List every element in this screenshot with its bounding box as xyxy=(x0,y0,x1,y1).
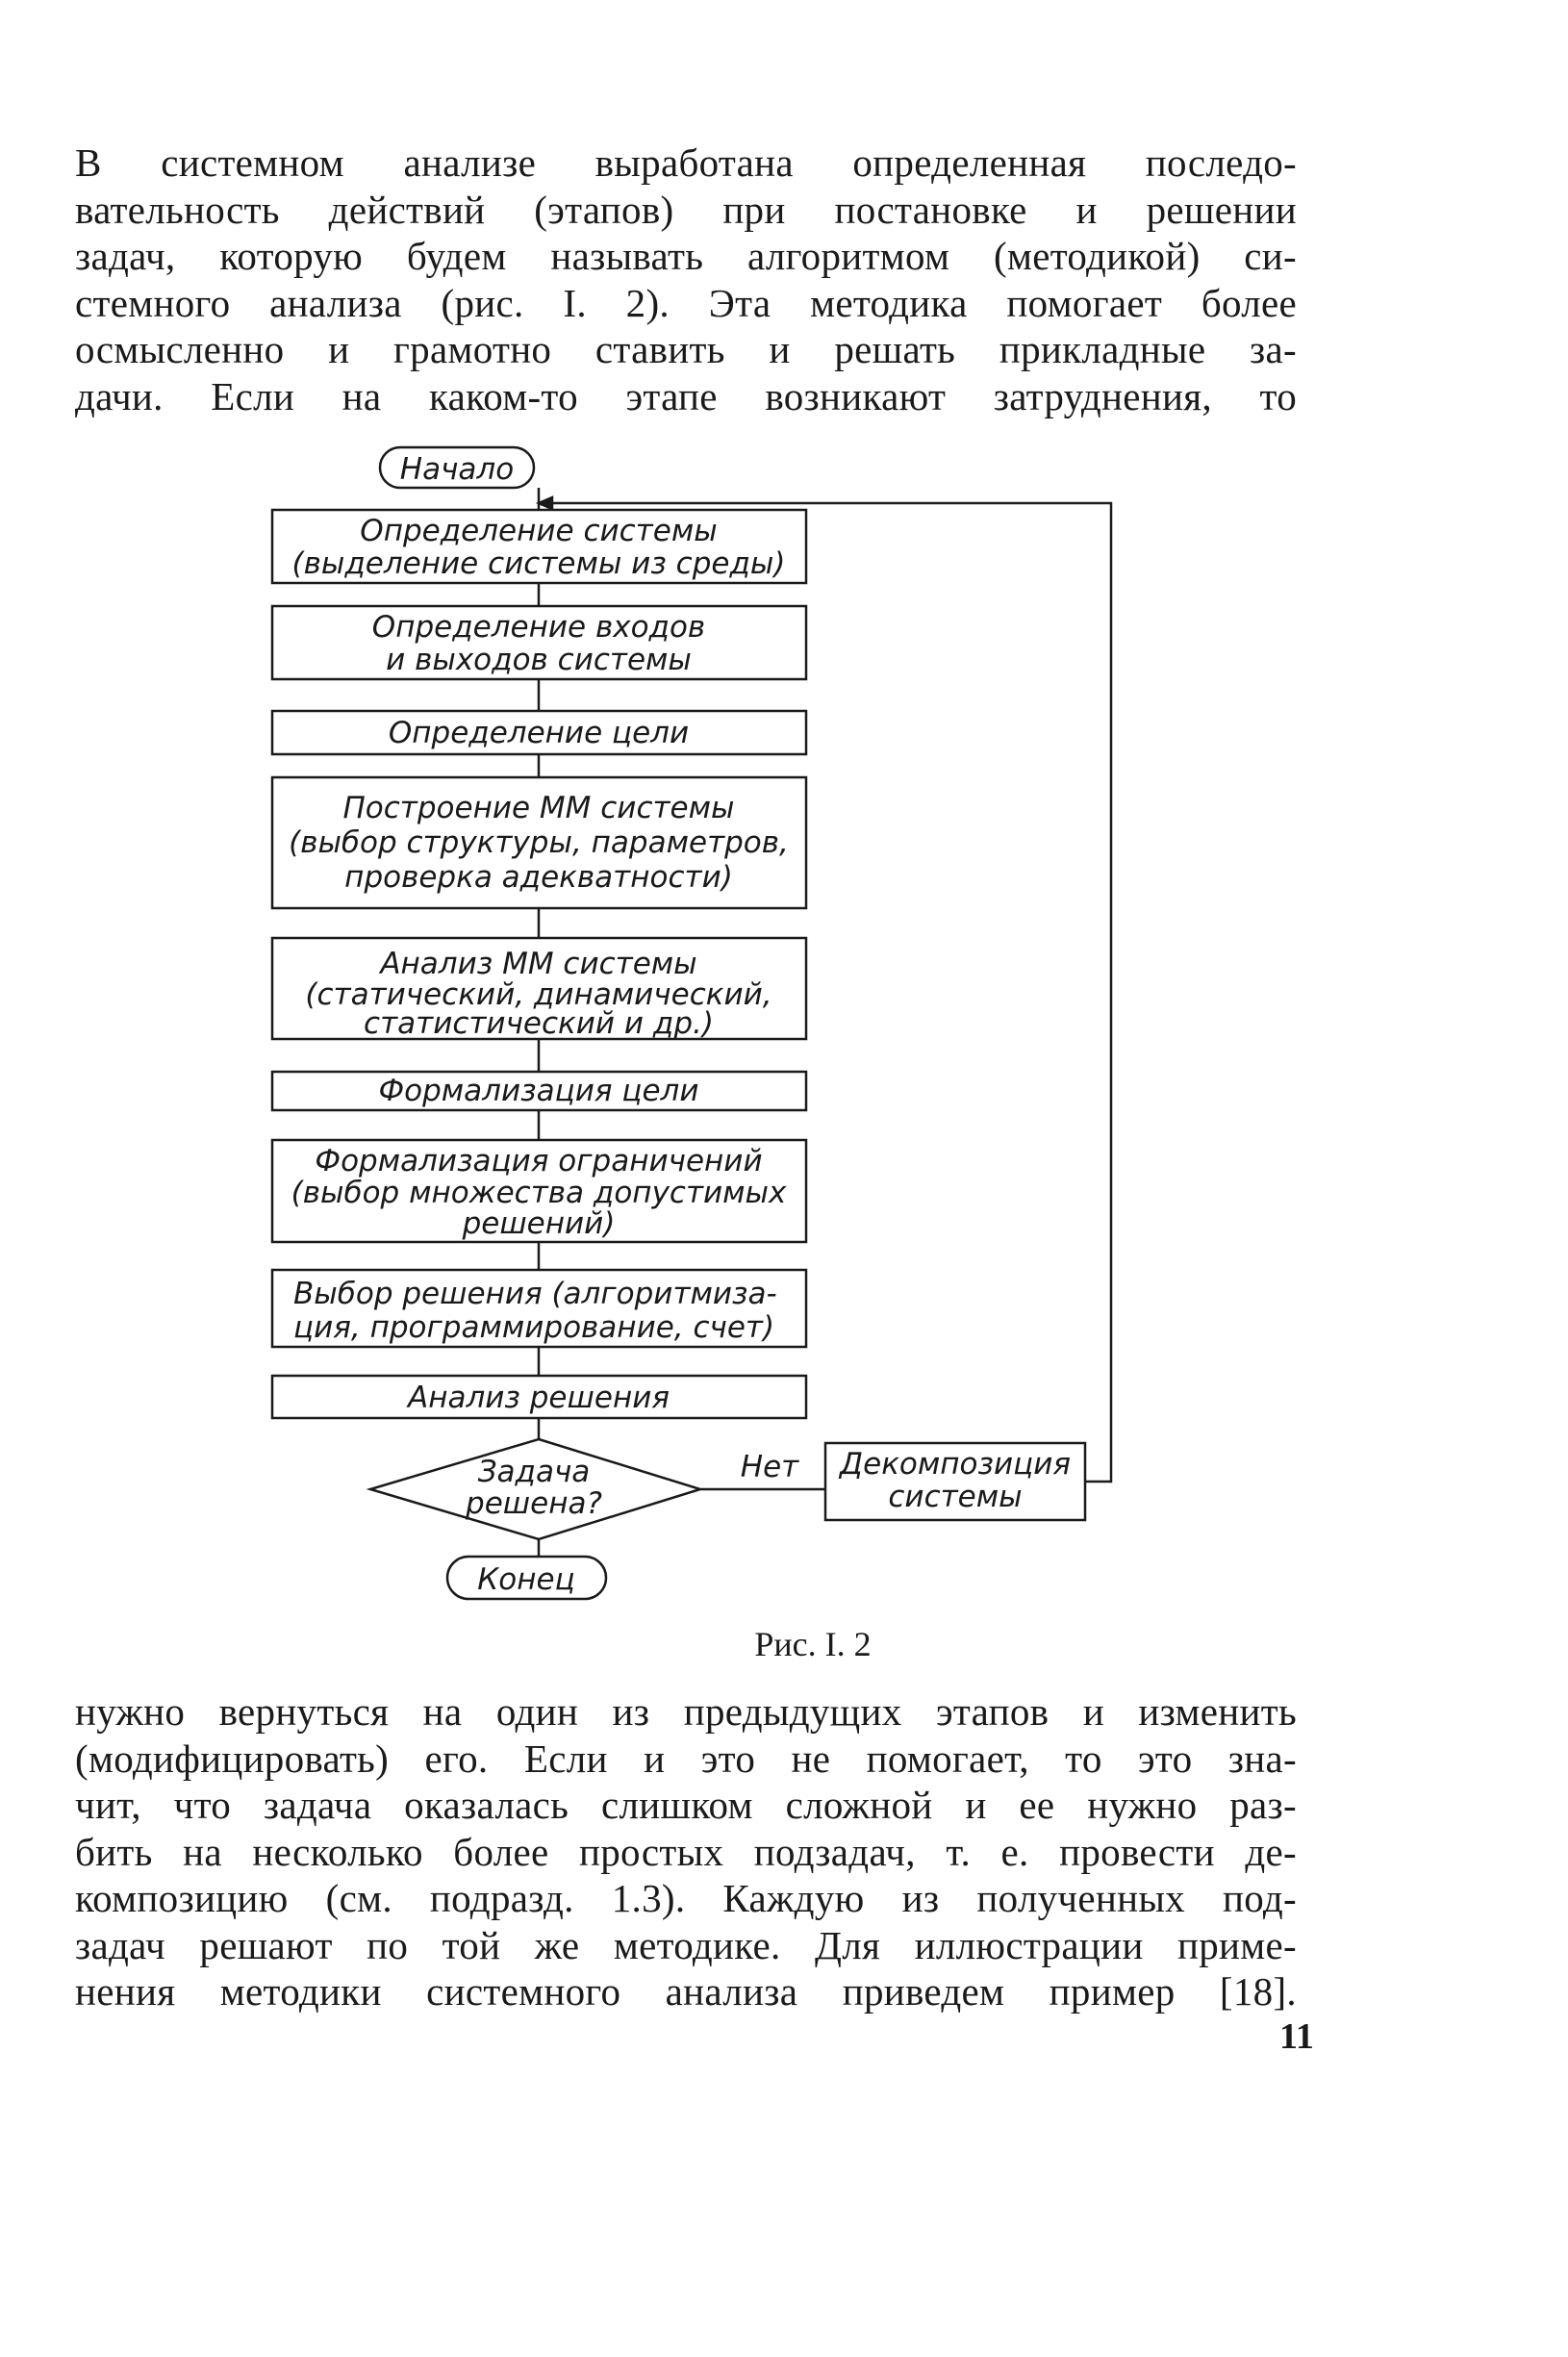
text-line: нужно вернуться на один из предыдущих этапов и изменить xyxy=(75,1689,1297,1734)
step-line: Формализация ограничений xyxy=(315,1144,763,1178)
end-label: Конец xyxy=(477,1562,575,1597)
page-number: 11 xyxy=(1279,2016,1314,2057)
text-line: бить на несколько более простых подзадач, т. е. провести де- xyxy=(75,1829,1297,1874)
no-label: Нет xyxy=(740,1450,799,1484)
decomposition-line: системы xyxy=(888,1480,1023,1514)
step-line: статистический и др.) xyxy=(364,1006,714,1041)
step-line: проверка адекватности) xyxy=(344,860,733,895)
feedback-arrowhead xyxy=(539,497,552,509)
text-line: стемного анализа (рис. I. 2). Эта методика помогает более xyxy=(75,280,1297,325)
decomposition-line: Декомпозиция xyxy=(839,1447,1072,1482)
text-line: задач, которую будем называть алгоритмом (методикой) си- xyxy=(75,234,1297,278)
step-line: (выбор множества допустимых xyxy=(291,1176,787,1210)
text-line: осмысленно и грамотно ставить и решать прикладные за- xyxy=(75,327,1297,371)
step-line: Определение входов xyxy=(371,610,706,645)
step-line: Построение ММ системы xyxy=(342,791,735,825)
body-paragraph xyxy=(75,1688,1297,2015)
start-label: Начало xyxy=(399,452,515,487)
step-line: Определение цели xyxy=(388,716,690,750)
text-line: задач решают по той же методике. Для иллюстрации приме- xyxy=(75,1922,1297,1967)
step-line: (выбор структуры, параметров, xyxy=(289,825,789,860)
step-line: решений) xyxy=(462,1206,616,1241)
decision-line: решена? xyxy=(466,1486,602,1521)
text-line: дачи. Если на каком-то этапе возникают затруднения, то xyxy=(75,373,1297,418)
text-line: чит, что задача оказалась слишком сложной и ее нужно раз- xyxy=(75,1783,1297,1827)
step-line: и выходов системы xyxy=(386,643,692,677)
text-line: (модифицировать) его. Если и это не помогает, то это зна- xyxy=(75,1736,1297,1781)
step-line: ция, программирование, счет) xyxy=(293,1310,775,1345)
step-line: (статический, динамический, xyxy=(305,977,772,1012)
step-line: Формализация цели xyxy=(378,1074,699,1108)
step-line: (выделение системы из среды) xyxy=(291,546,786,581)
text-line: В системном анализе выработана определенная последо- xyxy=(75,140,1297,185)
step-line: Выбор решения (алгоритмиза- xyxy=(293,1277,777,1311)
figure-caption: Рис. I. 2 xyxy=(754,1625,872,1663)
text-line: композицию (см. подразд. 1.3). Каждую из полученных под- xyxy=(75,1876,1297,1920)
step-line: Анализ решения xyxy=(407,1381,670,1415)
text-line: вательность действий (этапов) при постановке и решении xyxy=(75,187,1297,232)
text-line: нения методики системного анализа приведем пример [18]. xyxy=(75,1969,1297,2014)
decision-line: Задача xyxy=(477,1455,591,1489)
step-line: Анализ ММ системы xyxy=(380,947,697,981)
step-line: Определение системы xyxy=(360,514,718,548)
